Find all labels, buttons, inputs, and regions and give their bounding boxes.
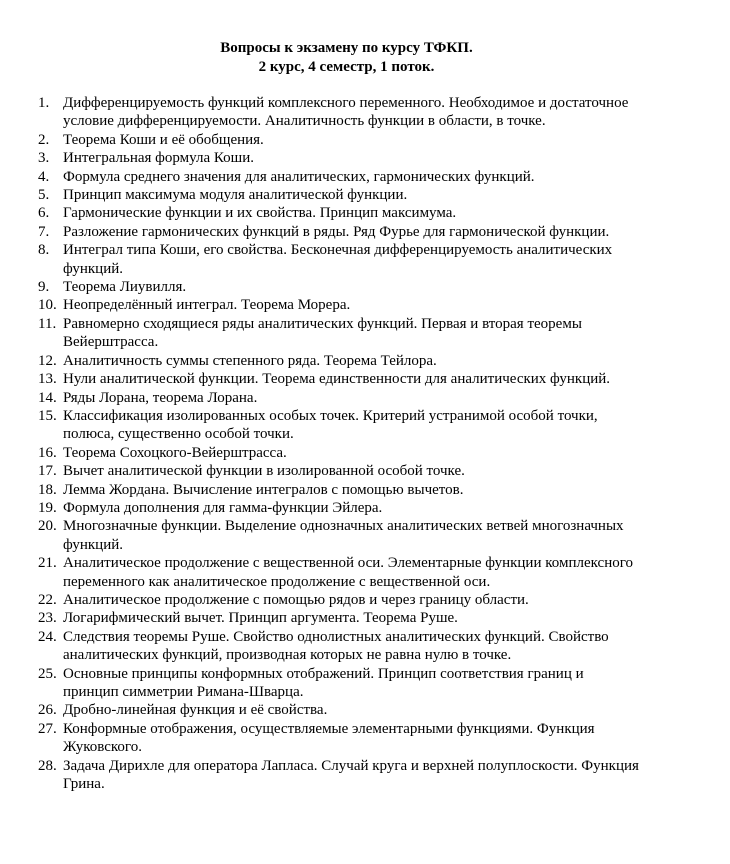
question-text — [63, 517, 688, 554]
question-text — [63, 94, 688, 131]
question-item — [0, 241, 730, 278]
question-text — [63, 444, 688, 462]
question-text — [63, 609, 688, 627]
question-text — [63, 591, 688, 609]
question-text — [63, 665, 688, 702]
question-text — [63, 204, 688, 222]
question-number: 21. — [38, 555, 57, 572]
question-item — [0, 315, 730, 352]
question-text-line: условие дифференцируемости. Аналитичность функции в области, в точке. — [63, 113, 546, 130]
question-item — [0, 94, 730, 131]
question-text-line: Аналитическое продолжение с помощью рядов и через границу области. — [63, 591, 529, 608]
question-text — [63, 315, 688, 352]
question-text-line: Задача Дирихле для оператора Лапласа. Случай круга и верхней полуплоскости. Функция — [63, 757, 639, 774]
question-number: 3. — [38, 150, 50, 167]
question-text-line: Формула дополнения для гамма-функции Эйлера. — [63, 499, 383, 516]
question-text — [63, 628, 688, 665]
question-text-line: Следствия теоремы Руше. Свойство однолистных аналитических функций. Свойство — [63, 628, 609, 645]
question-text-line: полюса, существенно особой точки. — [63, 426, 294, 443]
question-text-line: Принцип максимума модуля аналитической функции. — [63, 187, 408, 204]
question-number: 6. — [38, 205, 50, 222]
question-text-line: Теорема Лиувилля. — [63, 279, 187, 296]
question-number: 8. — [38, 242, 50, 259]
question-text-line: Теорема Сохоцкого-Вейерштрасса. — [63, 444, 287, 461]
question-item — [0, 131, 730, 149]
question-text-line: аналитических функций, производная которых не равна нулю в точке. — [63, 647, 512, 664]
question-text-line: Разложение гармонических функций в ряды. Ряд Фурье для гармонической функции. — [63, 223, 610, 240]
question-number: 4. — [38, 168, 50, 185]
question-item — [0, 444, 730, 462]
question-text-line: Лемма Жордана. Вычисление интегралов с помощью вычетов. — [63, 481, 464, 498]
question-item — [0, 591, 730, 609]
question-text-line: Основные принципы конформных отображений. Принцип соответствия границ и — [63, 665, 584, 682]
question-item — [0, 462, 730, 480]
question-text — [63, 720, 688, 757]
question-item — [0, 370, 730, 388]
question-text — [63, 278, 688, 296]
question-number: 11. — [38, 315, 57, 332]
question-text — [63, 168, 688, 186]
question-number: 10. — [38, 297, 57, 314]
question-text-line: функций. — [63, 536, 123, 553]
question-item — [0, 628, 730, 665]
question-number: 9. — [38, 279, 50, 296]
question-item — [0, 407, 730, 444]
question-text — [63, 241, 688, 278]
question-number: 13. — [38, 371, 57, 388]
document-title: Вопросы к экзамену по курсу ТФКП. — [220, 40, 473, 56]
question-text-line: Интегральная формула Коши. — [63, 150, 254, 167]
question-text — [63, 131, 688, 149]
question-number: 15. — [38, 407, 57, 424]
question-text-line: Дифференцируемость функций комплексного переменного. Необходимое и достаточное — [63, 95, 629, 111]
question-text — [63, 186, 688, 204]
question-item — [0, 517, 730, 554]
question-text-line: Вейерштрасса. — [63, 334, 159, 351]
question-item — [0, 554, 730, 591]
question-number: 5. — [38, 187, 50, 204]
question-text — [63, 462, 688, 480]
question-item — [0, 481, 730, 499]
question-text-line: Логарифмический вычет. Принцип аргумента. Теорема Руше. — [63, 610, 458, 627]
question-text-line: переменного как аналитическое продолжение с вещественной оси. — [63, 573, 491, 590]
question-number: 19. — [38, 499, 57, 516]
question-text — [63, 223, 688, 241]
question-text — [63, 149, 688, 167]
question-text-line: Теорема Коши и её обобщения. — [63, 131, 264, 148]
question-item — [0, 499, 730, 517]
question-number: 17. — [38, 463, 57, 480]
question-text-line: Вычет аналитической функции в изолированной особой точке. — [63, 463, 465, 480]
question-number: 7. — [38, 223, 50, 240]
question-number: 18. — [38, 481, 57, 498]
question-number: 26. — [38, 702, 57, 719]
question-text — [63, 499, 688, 517]
document-subtitle: 2 курс, 4 семестр, 1 поток. — [258, 59, 435, 75]
question-text — [63, 757, 688, 794]
question-item — [0, 389, 730, 407]
question-text-line: принцип симметрии Римана-Шварца. — [63, 684, 304, 700]
question-text-line: Формула среднего значения для аналитических, гармонических функций. — [63, 168, 535, 185]
question-text — [63, 296, 688, 314]
question-number: 23. — [38, 610, 57, 627]
question-number: 2. — [38, 131, 50, 148]
question-item — [0, 757, 730, 794]
question-text-line: Гармонические функции и их свойства. Принцип максимума. — [63, 205, 457, 222]
question-text-line: Равномерно сходящиеся ряды аналитических функций. Первая и вторая теоремы — [63, 315, 582, 332]
question-item — [0, 609, 730, 627]
question-number: 20. — [38, 518, 57, 535]
question-text-line: Аналитичность суммы степенного ряда. Теорема Тейлора. — [63, 352, 437, 369]
question-text-line: Дробно-линейная функция и её свойства. — [63, 702, 328, 719]
question-text — [63, 481, 688, 499]
question-item — [0, 223, 730, 241]
question-number: 22. — [38, 591, 57, 608]
question-text-line: Жуковского. — [63, 739, 142, 756]
question-text-line: Интеграл типа Коши, его свойства. Бесконечная дифференцируемость аналитических — [63, 242, 613, 259]
question-number: 12. — [38, 352, 57, 369]
question-item — [0, 665, 730, 702]
question-text-line: Неопределённый интеграл. Теорема Морера. — [63, 297, 351, 314]
question-item — [0, 701, 730, 719]
question-text — [63, 352, 688, 370]
question-number: 14. — [38, 389, 57, 406]
question-text-line: функций. — [63, 260, 123, 277]
question-item — [0, 296, 730, 314]
question-text-line: Грина. — [63, 776, 105, 793]
questions-list — [0, 94, 730, 793]
question-item — [0, 278, 730, 296]
question-item — [0, 149, 730, 167]
question-text-line: Нули аналитической функции. Теорема единственности для аналитических функций. — [63, 371, 611, 388]
question-text — [63, 370, 688, 388]
question-text — [63, 701, 688, 719]
question-text-line: Многозначные функции. Выделение однозначных аналитических ветвей многозначных — [63, 518, 624, 535]
question-item — [0, 204, 730, 222]
document-header — [0, 39, 693, 77]
question-number: 24. — [38, 628, 57, 645]
question-item — [0, 352, 730, 370]
question-number: 1. — [38, 95, 50, 111]
question-number: 27. — [38, 720, 57, 737]
question-number: 25. — [38, 665, 57, 682]
question-text-line: Конформные отображения, осуществляемые элементарными функциями. Функция — [63, 720, 595, 737]
question-text — [63, 554, 688, 591]
question-text-line: Классификация изолированных особых точек. Критерий устранимой особой точки, — [63, 407, 598, 424]
question-number: 16. — [38, 444, 57, 461]
question-number: 28. — [38, 757, 57, 774]
question-text-line: Аналитическое продолжение с вещественной оси. Элементарные функции комплексного — [63, 555, 633, 572]
question-item — [0, 168, 730, 186]
question-item — [0, 720, 730, 757]
question-text — [63, 407, 688, 444]
question-text — [63, 389, 688, 407]
question-item — [0, 186, 730, 204]
question-text-line: Ряды Лорана, теорема Лорана. — [63, 389, 258, 406]
